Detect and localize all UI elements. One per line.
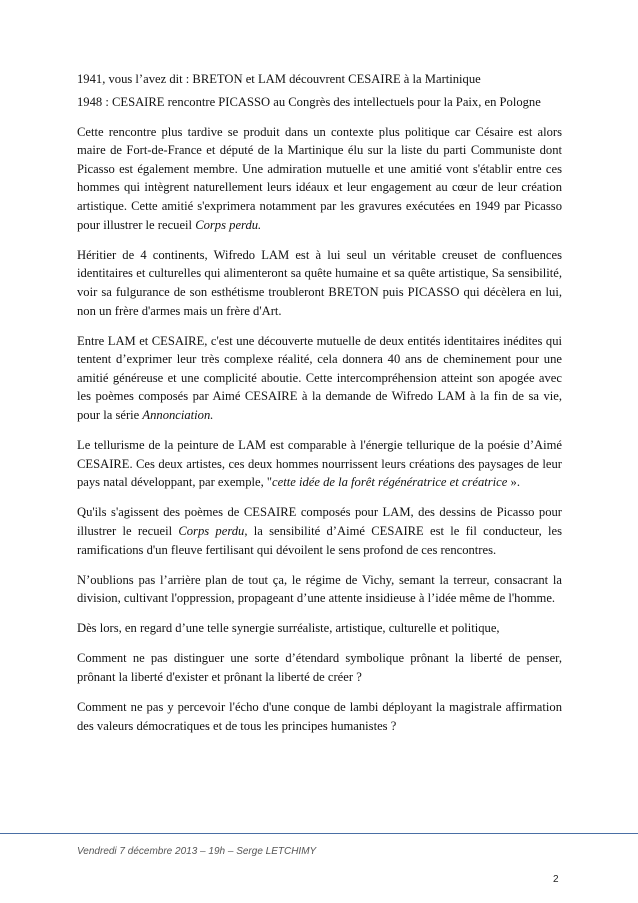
text-segment: Entre LAM et CESAIRE, c'est une découverte mutuelle de deux entités identitaires inédites qui tentent d’exprimer leur très complexe réalité, cela donnera 40 ans de cheminement pour une amitié généreuse et une complicité aboutie. Cette intercompréhension atteint son apogée avec les poèmes composés par Aimé CESAIRE à la demande de Wifredo LAM à la fin de sa vie, pour la série <box>77 333 562 422</box>
text-segment: Le tellurisme de la peinture de LAM est comparable à l'énergie tellurique de la poésie d’Aimé CESAIRE. Ces deux artistes, ces deux hommes nourrissent leurs créations des paysages de leur pays natal développant, par exemple, " <box>77 438 562 490</box>
text-segment: Cette rencontre plus tardive se produit dans un contexte plus politique car Césaire est alors maire de Fort-de-France et député de la Martinique élu sur la liste du parti Communiste dont Picasso est également membre. Une admiration mutuelle et une amitié vont s'établir entre ces hommes qui intègrent naturellement leurs idéaux et leur engagement au cœur de leur création artistique. Cette amitié s'exprimera notamment par les gravures exécutées en 1949 par Picasso pour illustrer le recueil <box>77 124 562 232</box>
text-segment: Dès lors, en regard d’une telle synergie surréaliste, artistique, culturelle et politique, <box>77 621 500 636</box>
text-segment: Comment ne pas y percevoir l'écho d'une conque de lambi déployant la magistrale affirmation des valeurs démocratiques et de tous les principes humanistes ? <box>77 700 562 733</box>
text-segment: , la sensibilité d’Aimé CESAIRE est le fil conducteur, les ramifications d'un fleuve fertilisant qui dévoilent le sens profond de ces rencontres. <box>77 523 562 557</box>
text-segment: ». <box>507 475 520 490</box>
italic-quote: cette idée de la forêt régénératrice et créatrice <box>272 475 508 490</box>
paragraph <box>77 571 562 608</box>
body-text <box>77 70 562 735</box>
text-segment: Qu'ils s'agissent des poèmes de CESAIRE composés pour LAM, des dessins de Picasso pour illustrer le recueil <box>77 505 562 538</box>
text-segment: Comment ne pas distinguer une sorte d’étendard symbolique prônant la liberté de penser, prônant la liberté d'exister et prônant la liberté de créer ? <box>77 651 562 685</box>
italic-title: Corps perdu <box>178 523 245 538</box>
paragraph <box>77 123 562 235</box>
footer-rule <box>0 833 638 834</box>
footer-text: Vendredi 7 décembre 2013 – 19h – Serge LETCHIMY <box>77 846 317 857</box>
text-segment: 1948 : CESAIRE rencontre PICASSO au Congrès des intellectuels pour la Paix, en Pologne <box>77 94 541 109</box>
paragraph <box>77 70 562 89</box>
text-segment: N’oublions pas l’arrière plan de tout ça, le régime de Vichy, semant la terreur, consacrant la division, cultivant l'oppression, propageant d’une attente insidieuse à l’idée même de l'homme. <box>77 572 562 606</box>
text-segment: 1941, vous l’avez dit : BRETON et LAM découvrent CESAIRE à la Martinique <box>77 72 481 86</box>
page-number: 2 <box>553 874 559 885</box>
paragraph <box>77 619 562 638</box>
italic-title: Corps perdu. <box>195 217 262 232</box>
text-segment: Héritier de 4 continents, Wifredo LAM est à lui seul un véritable creuset de confluences identitaires et culturelles qui alimenteront sa quête humaine et sa quête artistique, Sa sensibilité, voir sa fulgurance de son esthétisme troubleront BRETON puis PICASSO qui décèlera en lui, non un frère d'armes mais un frère d'Art. <box>77 247 562 318</box>
paragraph <box>77 649 562 686</box>
paragraph <box>77 332 562 425</box>
paragraph <box>77 503 562 559</box>
italic-title: Annonciation. <box>142 408 214 422</box>
paragraph <box>77 93 562 112</box>
paragraph <box>77 246 562 320</box>
paragraph <box>77 436 562 492</box>
paragraph <box>77 698 562 735</box>
